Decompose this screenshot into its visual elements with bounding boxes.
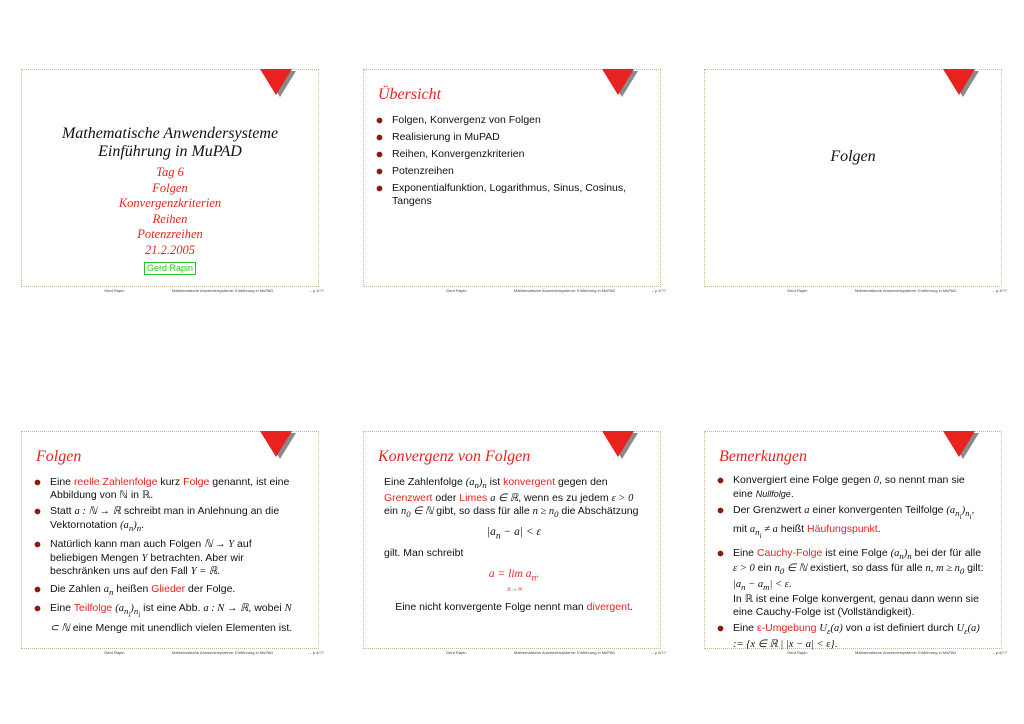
footer-author: Gerd Rapin bbox=[446, 288, 467, 293]
footer-title: Mathematische Anwendersysteme: Einführung in MuPAD bbox=[172, 650, 274, 655]
main-title-line1: Mathematische Anwendersysteme bbox=[61, 125, 279, 142]
slide-title: Folgen bbox=[36, 448, 82, 465]
footer-page: – p.6/?? bbox=[992, 650, 1007, 655]
logo-triangle-icon bbox=[943, 69, 979, 99]
footer-title: Mathematische Anwendersysteme: Einführung in MuPAD bbox=[855, 288, 957, 293]
list-item: Eine reelle Zahlenfolge kurz Folge genannt, ist eine Abbildung von ℕ in ℝ. bbox=[32, 476, 302, 501]
author-link[interactable]: Gerd Rapin bbox=[144, 262, 196, 275]
footer-title: Mathematische Anwendersysteme: Einführung in MuPAD bbox=[855, 650, 957, 655]
list-item: Realisierung in MuPAD bbox=[374, 131, 644, 144]
bullet-icon bbox=[717, 477, 724, 484]
section-title: Folgen bbox=[830, 148, 876, 165]
slide-1 bbox=[21, 69, 324, 293]
subtitle-topic-3: Reihen bbox=[152, 211, 188, 226]
subtitle-date: 21.2.2005 bbox=[145, 242, 195, 257]
footer-author: Gerd Rapin bbox=[787, 650, 808, 655]
list-item: Reihen, Konvergenzkriterien bbox=[374, 148, 644, 161]
slide-title: Übersicht bbox=[378, 86, 442, 103]
logo-triangle-icon bbox=[602, 431, 638, 461]
definition-paragraph: Eine Zahlenfolge $(a_n)_n$ ist konvergent gegen den Grenzwert oder Limes a ∈ ℝ, wenn es zu jedem ε > 0 ein $n_0$ ∈ ℕ gibt, so dass für alle $n \ge n_0$ die Abschätzung bbox=[384, 476, 639, 520]
slide-2 bbox=[363, 69, 666, 293]
subtitle-topic-4: Potenzreihen bbox=[137, 227, 203, 241]
footer-page: – p.4/?? bbox=[309, 650, 324, 655]
list-item: Folgen, Konvergenz von Folgen bbox=[374, 114, 644, 127]
list-item: Eine Teilfolge $(a_{n_i})_{n_i}$ ist eine Abb. a : N → ℝ, wobei N ⊂ ℕ eine Menge mit unendlich vielen Elementen ist. bbox=[32, 602, 302, 635]
slide-6 bbox=[704, 431, 1007, 655]
bullet-icon bbox=[34, 541, 41, 548]
list-item: Statt a : ℕ → ℝ schreibt man in Anlehnung an die Vektornotation $(a_n)_n$. bbox=[32, 505, 302, 534]
bullet-icon bbox=[717, 550, 724, 557]
estimate-equation: $|a_n - a| < \varepsilon$ bbox=[486, 526, 542, 542]
overview-list bbox=[374, 114, 644, 212]
slide-footer bbox=[22, 650, 324, 658]
logo-triangle-icon bbox=[943, 431, 979, 461]
slide-3 bbox=[704, 69, 1007, 293]
bullet-icon bbox=[376, 134, 383, 141]
list-item: Die Zahlen $a_n$ heißen Glieder der Folge. bbox=[32, 583, 302, 599]
list-item: Potenzreihen bbox=[374, 165, 644, 178]
bullet-icon bbox=[34, 508, 41, 515]
footer-author: Gerd Rapin bbox=[446, 650, 467, 655]
main-title-line2: Einführung in MuPAD bbox=[98, 143, 242, 160]
bullet-icon bbox=[376, 185, 383, 192]
remarks-list bbox=[715, 474, 985, 656]
definition-list bbox=[32, 476, 302, 639]
footer-author: Gerd Rapin bbox=[104, 650, 125, 655]
footer-author: Gerd Rapin bbox=[104, 288, 125, 293]
footer-title: Mathematische Anwendersysteme: Einführung in MuPAD bbox=[514, 288, 616, 293]
slide-footer bbox=[705, 650, 1007, 658]
bullet-icon bbox=[376, 168, 383, 175]
slide-title-block bbox=[22, 125, 318, 276]
slide-title: Konvergenz von Folgen bbox=[378, 448, 531, 465]
footer-page: – p.3/?? bbox=[992, 288, 1007, 293]
list-item: Der Grenzwert a einer konvergenten Teilfolge $(a_{n_i})_{n_i}$, mit $a_{n_i} \ne a$ heißt Häufungspunkt. bbox=[715, 504, 985, 543]
slide-title: Bemerkungen bbox=[719, 448, 807, 465]
logo-triangle-icon bbox=[260, 431, 296, 461]
footer-title: Mathematische Anwendersysteme: Einführung in MuPAD bbox=[172, 288, 274, 293]
logo-triangle-icon bbox=[602, 69, 638, 99]
logo-triangle-icon bbox=[260, 69, 296, 99]
limit-equation: $a = \lim a_n$. n→∞ bbox=[488, 568, 540, 593]
subtitle-topic-1: Folgen bbox=[152, 180, 188, 195]
list-item: Eine ε-Umgebung $U_\varepsilon(a)$ von a ist definiert durch $U_\varepsilon(a)$ := {x ∈ ℝ | |x − a| < ε}. bbox=[715, 622, 985, 651]
bullet-icon bbox=[34, 479, 41, 486]
subtitle-day: Tag 6 bbox=[156, 165, 184, 179]
slide-footer bbox=[364, 650, 666, 658]
list-item: Natürlich kann man auch Folgen ℕ → Y auf beliebigen Mengen Y betrachten. Aber wir beschränken uns auf den Fall Y = ℝ. bbox=[32, 538, 302, 579]
bullet-icon bbox=[717, 625, 724, 632]
paragraph-2: gilt. Man schreibt bbox=[384, 547, 464, 560]
list-item: Exponentialfunktion, Logarithmus, Sinus, Cosinus, Tangens bbox=[374, 182, 644, 208]
footer-page: – p.1/?? bbox=[309, 288, 324, 293]
slide-footer bbox=[22, 288, 324, 296]
bullet-icon bbox=[34, 605, 41, 612]
slide-footer bbox=[364, 288, 666, 296]
bullet-icon bbox=[34, 586, 41, 593]
subtitle-topic-2: Konvergenzkriterien bbox=[118, 196, 222, 210]
footer-page: – p.5/?? bbox=[651, 650, 666, 655]
slide-5 bbox=[363, 431, 666, 655]
list-item: Eine Cauchy-Folge ist eine Folge $(a_n)_n$ bei der für alle ε > 0 ein $n_0$ ∈ ℕ existiert, so dass für alle n, $m \ge n_0$ gilt: $|a_n - a_m| < \varepsilon$. In ℝ ist eine Folge konvergent, genau dann wenn sie eine Cauchy-Folge ist (Vollständigkeit). bbox=[715, 547, 985, 619]
footer-author: Gerd Rapin bbox=[787, 288, 808, 293]
bullet-icon bbox=[376, 151, 383, 158]
slide-footer bbox=[705, 288, 1007, 296]
bullet-icon bbox=[717, 507, 724, 514]
footer-page: – p.2/?? bbox=[651, 288, 666, 293]
slide-4 bbox=[21, 431, 324, 655]
footer-title: Mathematische Anwendersysteme: Einführung in MuPAD bbox=[514, 650, 616, 655]
convergence-definition bbox=[384, 476, 644, 614]
paragraph-3: Eine nicht konvergente Folge nennt man divergent. bbox=[395, 600, 633, 613]
list-item: Konvergiert eine Folge gegen 0, so nennt man sie eine Nullfolge. bbox=[715, 474, 985, 500]
bullet-icon bbox=[376, 117, 383, 124]
